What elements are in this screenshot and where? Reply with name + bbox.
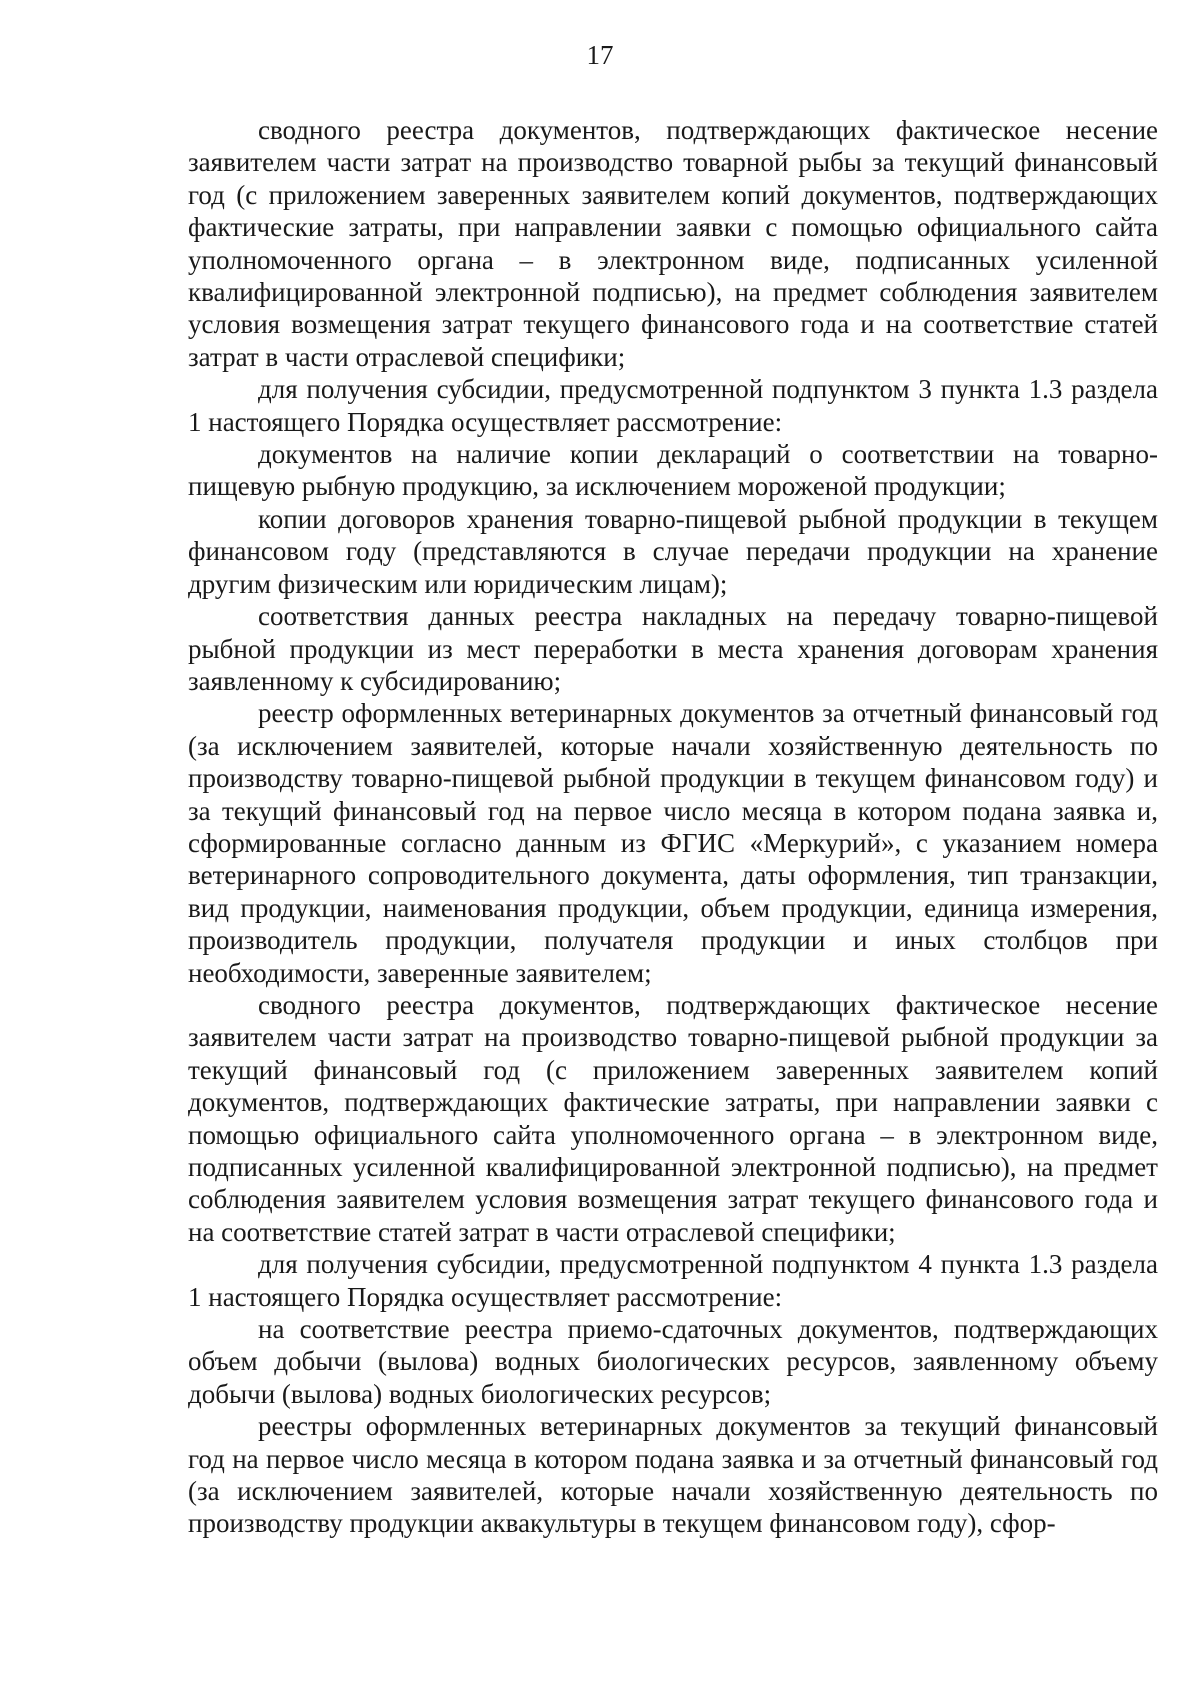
page-number: 17 [586, 40, 614, 70]
paragraph: документов на наличие копии деклараций о соответствии на товарно-пищевую рыбную продукцию, за исключением мороженой продукции; [188, 439, 1158, 502]
paragraph: соответствия данных реестра накладных на передачу товарно-пищевой рыбной продукции из мест переработки в места хранения договорам хранения заявленному к субсидированию; [188, 601, 1158, 696]
paragraph: сводного реестра документов, подтверждающих фактическое несение заявителем части затрат на производство товарно-пищевой рыбной продукции за текущий финансовый год (с приложением заверенных заявителем копий документов, подтверждающих фактические затраты, при направлении заявки с помощью официального сайта уполномоченного органа – в электронном виде, подписанных усиленной квалифицированной электронной подписью), на предмет соблюдения заявителем условия возмещения затрат текущего финансового года и на соответствие статей затрат в части отраслевой специфики; [188, 989, 1158, 1247]
paragraph: для получения субсидии, предусмотренной подпунктом 3 пункта 1.3 раздела 1 настоящего Порядка осуществляет рассмотрение: [188, 374, 1158, 437]
paragraph: реестры оформленных ветеринарных документов за текущий финансовый год на первое число месяца в котором подана заявка и за отчетный финансовый год (за исключением заявителей, которые начали хозяйственную деятельность по производству продукции аквакультуры в текущем финансовом году), сфор- [188, 1411, 1158, 1539]
paragraph: копии договоров хранения товарно-пищевой рыбной продукции в текущем финансовом году (представляются в случае передачи продукции на хранение другим физическим или юридическим лицам); [188, 503, 1158, 599]
paragraph: сводного реестра документов, подтверждающих фактическое несение заявителем части затрат на производство товарной рыбы за текущий финансовый год (с приложением заверенных заявителем копий документов, подтверждающих фактические затраты, при направлении заявки с помощью официального сайта уполномоченного органа – в электронном виде, подписанных усиленной квалифицированной электронной подписью), на предмет соблюдения заявителем условия возмещения затрат текущего финансового года и на соответствие статей затрат в части отраслевой специфики; [188, 115, 1158, 372]
paragraph: реестр оформленных ветеринарных документов за отчетный финансовый год (за исключением заявителей, которые начали хозяйственную деятельность по производству товарно-пищевой рыбной продукции в текущем финансовом году) и за текущий финансовый год на первое число месяца в котором подана заявка и, сформированные согласно данным из ФГИС «Меркурий», с указанием номера ветеринарного сопроводительного документа, даты оформления, тип транзакции, вид продукции, наименования продукции, объем продукции, единица измерения, производитель продукции, получателя продукции и иных столбцов при необходимости, заверенные заявителем; [188, 698, 1158, 988]
document-body [188, 114, 1158, 1540]
paragraph: на соответствие реестра приемо-сдаточных документов, подтверждающих объем добычи (вылова) водных биологических ресурсов, заявленному объему добычи (вылова) водных биологических ресурсов; [188, 1314, 1158, 1409]
paragraph: для получения субсидии, предусмотренной подпунктом 4 пункта 1.3 раздела 1 настоящего Порядка осуществляет рассмотрение: [188, 1249, 1158, 1312]
